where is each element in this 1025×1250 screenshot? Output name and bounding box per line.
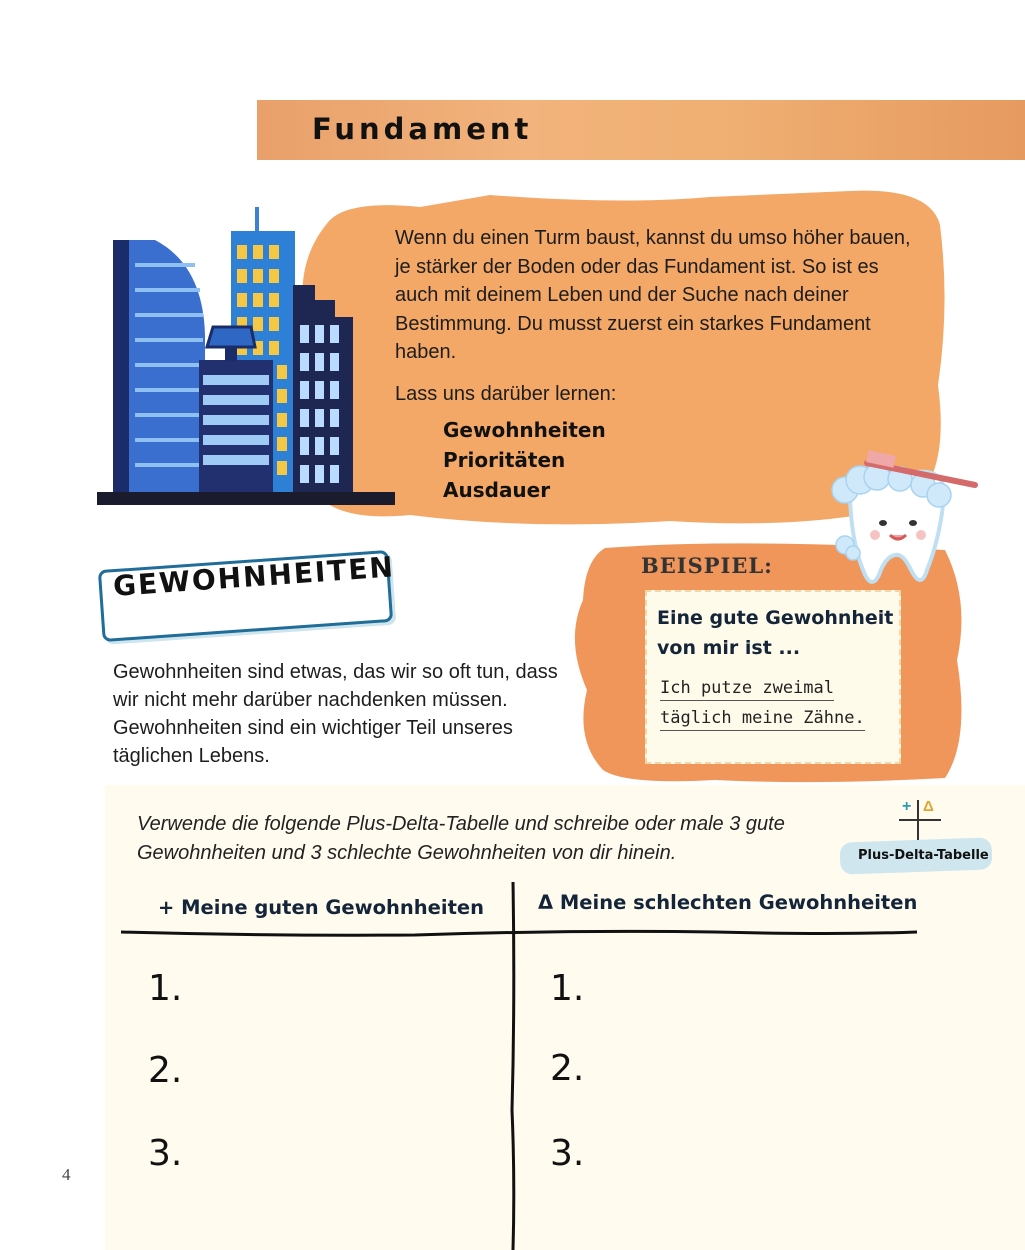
good-habit-number-1: 1. [148, 968, 183, 1009]
good-habit-number-3: 3. [148, 1133, 183, 1174]
habits-description: Gewohnheiten sind etwas, das wir so oft tun, dass wir nicht mehr darüber nachdenken müssen. Gewohnheiten sind ein wichtiger Teil unseres täglichen Lebens. [113, 661, 558, 767]
bad-habit-number-1: 1. [550, 968, 585, 1009]
bad-habit-number-2: 2. [550, 1048, 585, 1089]
plus-delta-icon [895, 800, 945, 846]
intro-paragraph: Wenn du einen Turm baust, kannst du umso höher bauen, je stärker der Boden oder das Fundament ist. So ist es auch mit deinem Leben und der Suche nach deiner Bestimmung. Du musst zuerst ein starkes Fundament haben. [395, 227, 911, 363]
good-habit-number-2: 2. [148, 1050, 183, 1091]
topic-habits: Gewohnheiten [443, 418, 606, 442]
page-title: Fundament [312, 112, 533, 146]
table-instruction: Verwende die folgende Plus-Delta-Tabelle und schreibe oder male 3 gute Gewohnheiten und 3 schlechte Gewohnheiten von dir hinein. [137, 813, 785, 864]
example-label: BEISPIEL: [641, 553, 773, 578]
city-buildings-icon [95, 205, 397, 507]
section-heading-habits: GEWOHNHEITEN [112, 550, 396, 603]
column-header-bad-habits: Δ Meine schlechten Gewohnheiten [538, 891, 918, 914]
example-line-2: täglich meine Zähne. [660, 708, 865, 731]
delta-symbol: Δ [923, 798, 934, 815]
plus-delta-tag-label: Plus-Delta-Tabelle [858, 848, 989, 863]
example-line-1: Ich putze zweimal [660, 678, 834, 701]
example-title: Eine gute Gewohnheit von mir ist ... [657, 607, 894, 659]
topic-perseverance: Ausdauer [443, 478, 551, 502]
table-grid-lines [115, 880, 925, 1250]
intro-lead: Lass uns darüber lernen: [395, 383, 617, 405]
column-header-good-habits: + Meine guten Gewohnheiten [158, 896, 485, 919]
plus-symbol: + [902, 798, 912, 815]
page-number: 4 [62, 1165, 71, 1184]
topic-priorities: Prioritäten [443, 448, 566, 472]
bad-habit-number-3: 3. [550, 1133, 585, 1174]
tooth-mascot-icon [815, 445, 980, 595]
